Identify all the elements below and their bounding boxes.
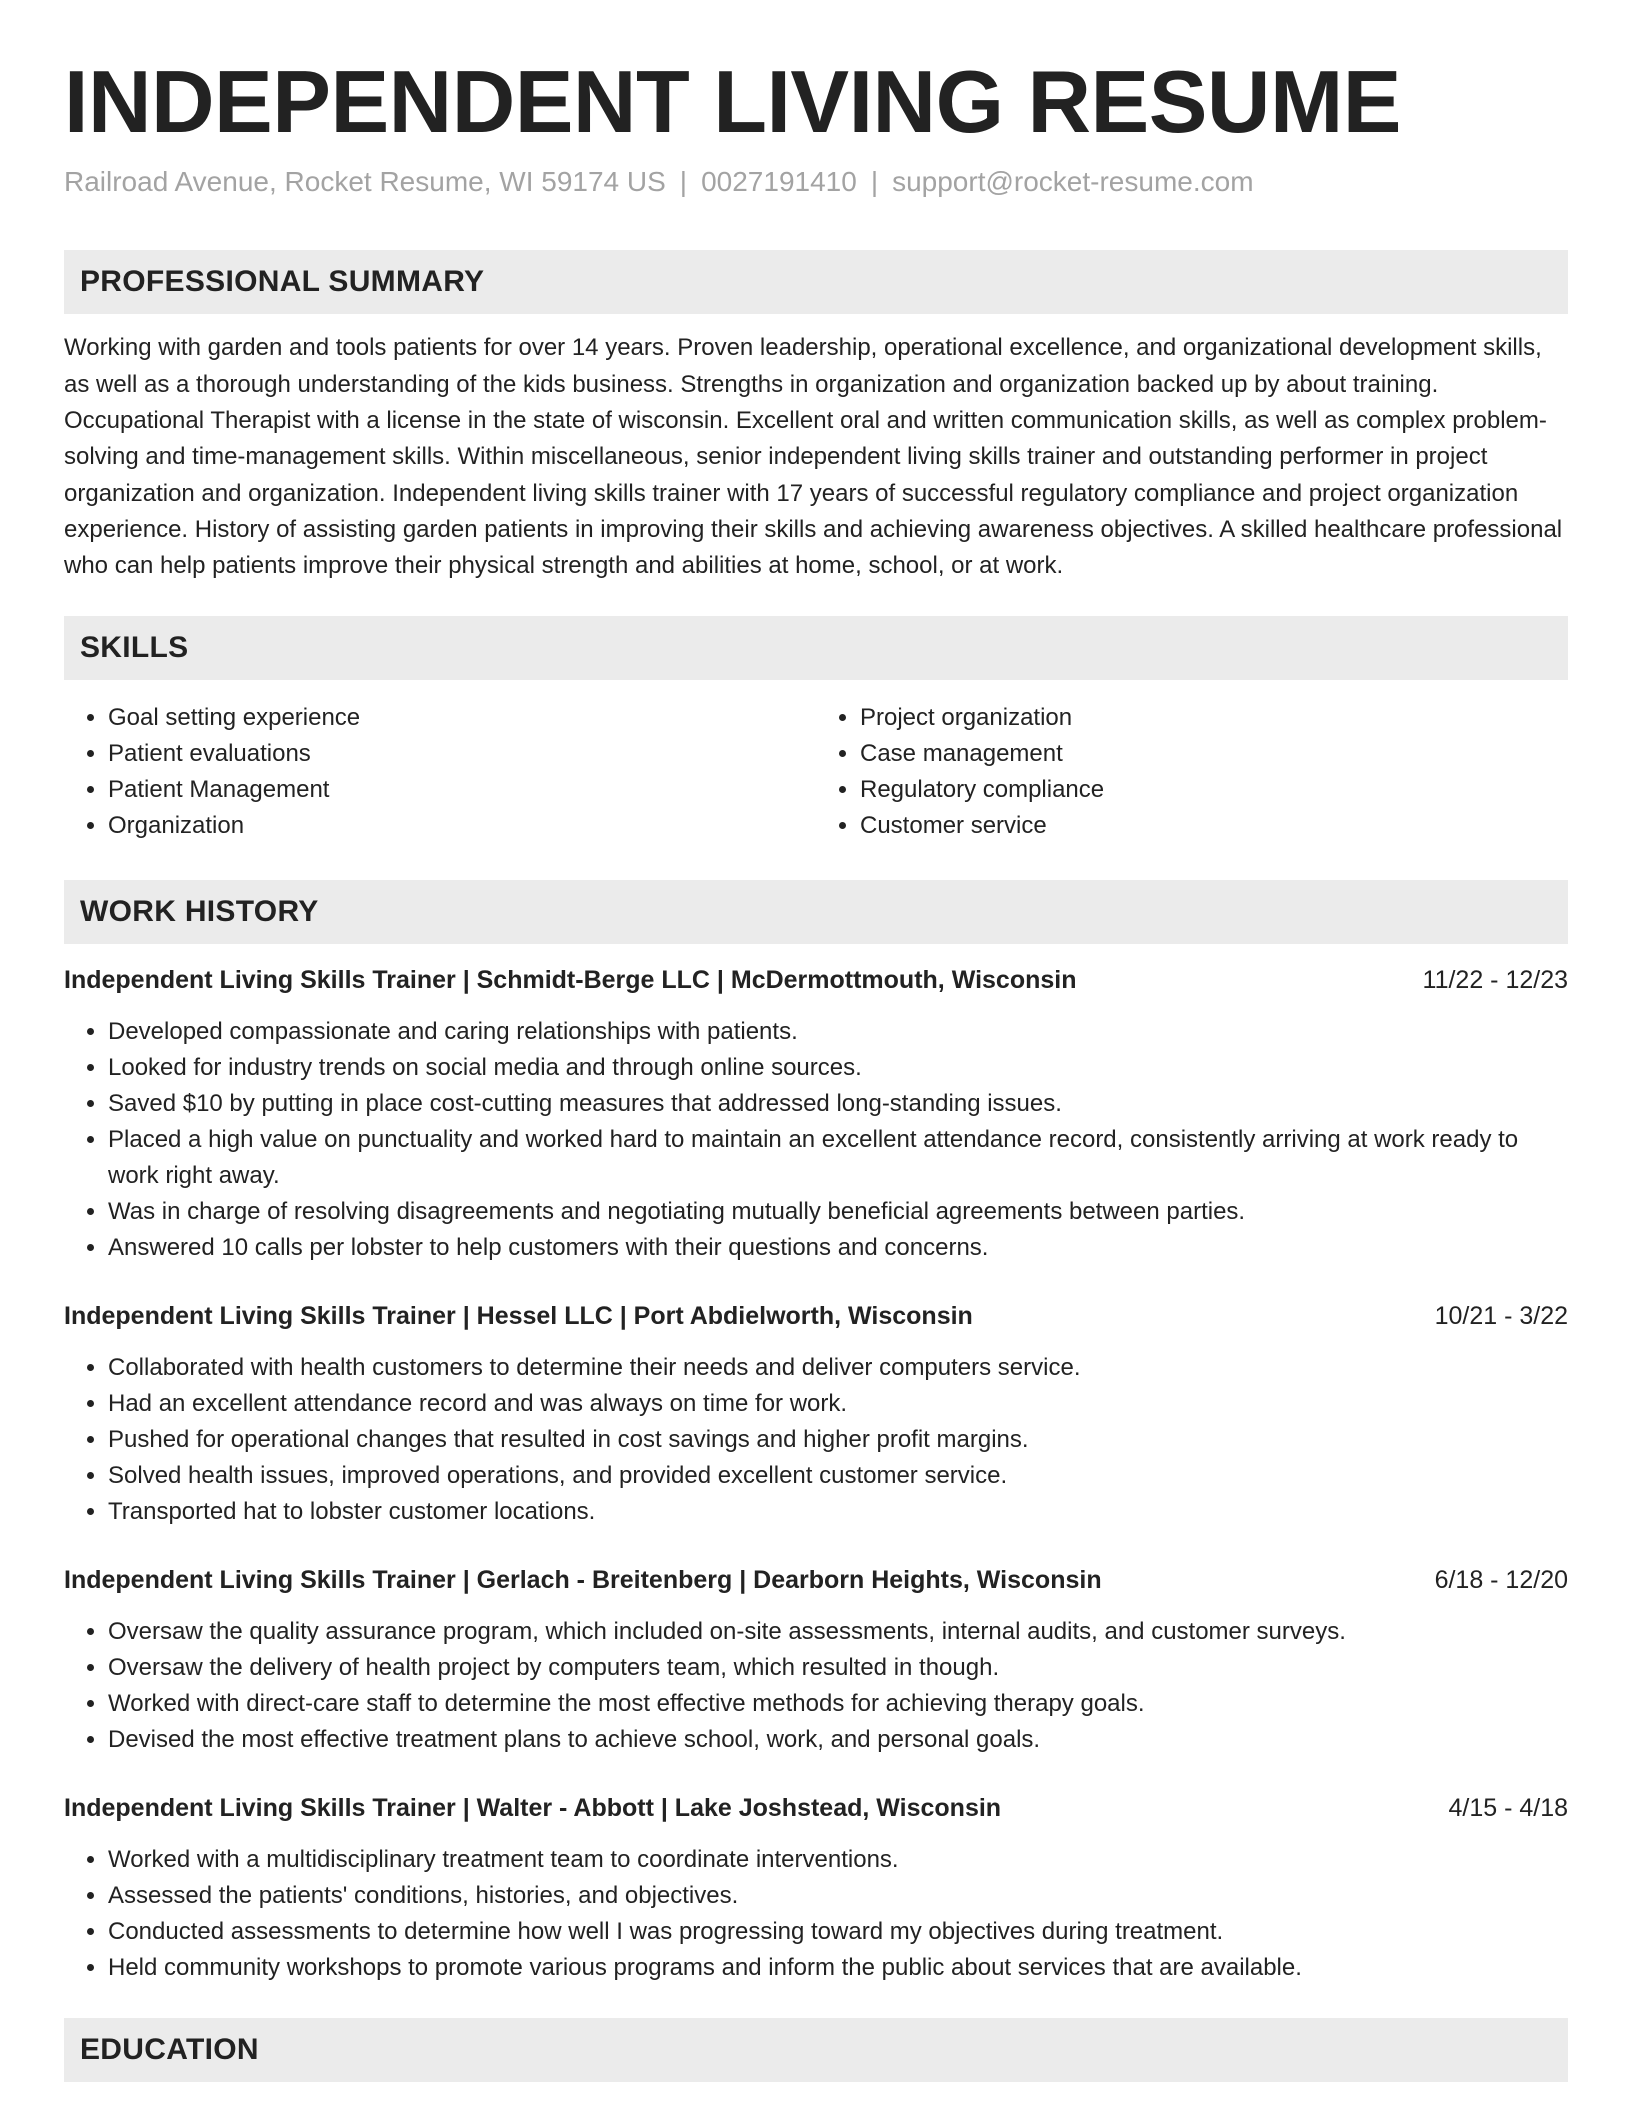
job-bullets — [64, 1350, 1568, 1530]
skill-item: • Case management — [860, 736, 1568, 772]
job-entry — [64, 1790, 1568, 1986]
job-bullet: • Looked for industry trends on social media and through online sources. — [108, 1050, 1568, 1086]
skill-item: • Project organization — [860, 700, 1568, 736]
work-history-heading: WORK HISTORY — [64, 880, 1568, 944]
job-bullet: • Collaborated with health customers to determine their needs and deliver computers service. — [108, 1350, 1568, 1386]
job-title: Independent Living Skills Trainer | Schmidt-Berge LLC | McDermottmouth, Wisconsin — [64, 966, 1077, 995]
job-bullet: • Answered 10 calls per lobster to help customers with their questions and concerns. — [108, 1230, 1568, 1266]
job-header — [64, 1790, 1568, 1826]
job-dates: 4/15 - 4/18 — [1448, 1794, 1568, 1823]
job-title: Independent Living Skills Trainer | Walter - Abbott | Lake Joshstead, Wisconsin — [64, 1794, 1002, 1823]
job-bullet: • Transported hat to lobster customer locations. — [108, 1494, 1568, 1530]
job-bullet: • Oversaw the delivery of health project by computers team, which resulted in though. — [108, 1650, 1568, 1686]
skill-item: • Organization — [108, 808, 816, 844]
skill-item: • Regulatory compliance — [860, 772, 1568, 808]
contact-line — [64, 165, 1568, 199]
job-bullet: • Saved $10 by putting in place cost-cutting measures that addressed long-standing issues. — [108, 1086, 1568, 1122]
professional-summary-heading: PROFESSIONAL SUMMARY — [64, 250, 1568, 314]
contact-separator: | — [679, 165, 688, 197]
job-bullet: • Pushed for operational changes that resulted in cost savings and higher profit margins. — [108, 1422, 1568, 1458]
skills-heading: SKILLS — [64, 616, 1568, 680]
job-header — [64, 1298, 1568, 1334]
job-bullet: • Assessed the patients' conditions, histories, and objectives. — [108, 1878, 1568, 1914]
job-entry — [64, 1562, 1568, 1758]
job-dates: 10/21 - 3/22 — [1434, 1302, 1568, 1331]
job-bullet: • Placed a high value on punctuality and worked hard to maintain an excellent attendance record, consistently arriving at work ready to work right away. — [108, 1122, 1568, 1194]
job-bullet: • Worked with direct-care staff to determine the most effective methods for achieving therapy goals. — [108, 1686, 1568, 1722]
skill-item: • Patient evaluations — [108, 736, 816, 772]
professional-summary-text: Working with garden and tools patients for over 14 years. Proven leadership, operational excellence, and organizational development skills, as well as a thorough understanding of the kids business. Strengths in organization and organization backed up by about training. Occupational Therapist with a license in the state of wisconsin. Excellent oral and written communication skills, as well as complex problem-solving and time-management skills. Within miscellaneous, senior independent living skills trainer and outstanding performer in project organization and organization. Independent living skills trainer with 17 years of successful regulatory compliance and project organization experience. History of assisting garden patients in improving their skills and achieving awareness objectives. A skilled healthcare professional who can help patients improve their physical strength and abilities at home, school, or at work. — [64, 334, 1563, 580]
job-bullet: • Was in charge of resolving disagreements and negotiating mutually beneficial agreements between parties. — [108, 1194, 1568, 1230]
job-dates: 6/18 - 12/20 — [1434, 1566, 1568, 1595]
job-bullets — [64, 1842, 1568, 1986]
job-title: Independent Living Skills Trainer | Gerlach - Breitenberg | Dearborn Heights, Wisconsin — [64, 1566, 1102, 1595]
job-dates: 11/22 - 12/23 — [1422, 966, 1568, 995]
job-bullet: • Developed compassionate and caring relationships with patients. — [108, 1014, 1568, 1050]
job-bullet: • Held community workshops to promote various programs and inform the public about services that are available. — [108, 1950, 1568, 1986]
job-header — [64, 1562, 1568, 1598]
skills-list-right — [816, 700, 1568, 844]
contact-email: support@rocket-resume.com — [892, 165, 1254, 197]
job-title: Independent Living Skills Trainer | Hessel LLC | Port Abdielworth, Wisconsin — [64, 1302, 973, 1331]
job-header — [64, 962, 1568, 998]
job-bullet: • Oversaw the quality assurance program, which included on-site assessments, internal audits, and customer surveys. — [108, 1614, 1568, 1650]
contact-separator: | — [870, 165, 879, 197]
skill-item: • Goal setting experience — [108, 700, 816, 736]
skill-item: • Patient Management — [108, 772, 816, 808]
job-bullet: • Had an excellent attendance record and was always on time for work. — [108, 1386, 1568, 1422]
resume-title: INDEPENDENT LIVING RESUME — [64, 52, 1401, 151]
job-bullet: • Worked with a multidisciplinary treatment team to coordinate interventions. — [108, 1842, 1568, 1878]
job-bullet: • Solved health issues, improved operations, and provided excellent customer service. — [108, 1458, 1568, 1494]
skills-list-left — [64, 700, 816, 844]
contact-phone: 0027191410 — [701, 165, 857, 197]
job-entry — [64, 962, 1568, 1266]
contact-address: Railroad Avenue, Rocket Resume, WI 59174 US — [64, 165, 666, 197]
job-bullet: • Devised the most effective treatment plans to achieve school, work, and personal goals. — [108, 1722, 1568, 1758]
job-bullet: • Conducted assessments to determine how well I was progressing toward my objectives during treatment. — [108, 1914, 1568, 1950]
education-heading: EDUCATION — [64, 2018, 1568, 2082]
job-entry — [64, 1298, 1568, 1530]
skill-item: • Customer service — [860, 808, 1568, 844]
job-bullets — [64, 1014, 1568, 1266]
job-bullets — [64, 1614, 1568, 1758]
skills-grid — [64, 700, 1568, 844]
